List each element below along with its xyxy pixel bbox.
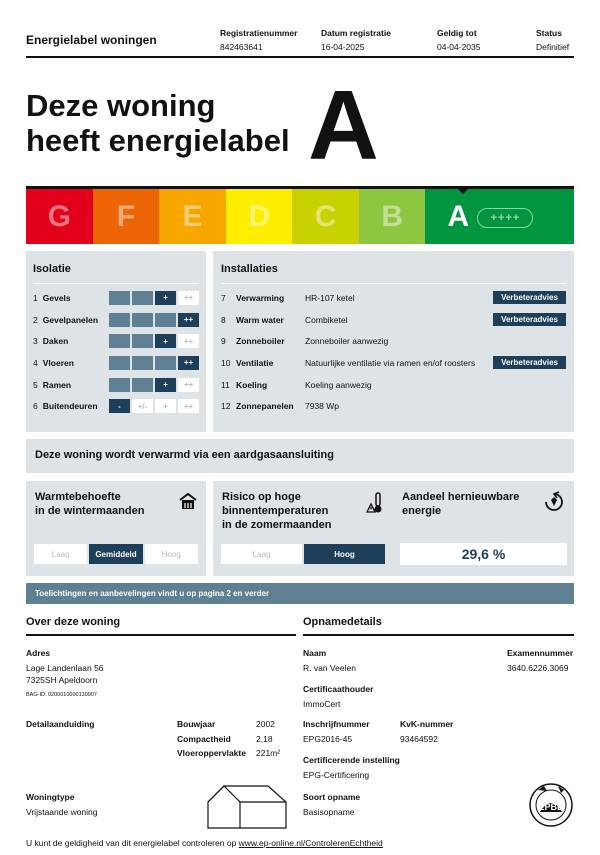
rating-cell: + <box>155 399 176 413</box>
hernieuwbaar-panel <box>393 481 574 576</box>
risico-title-1: Risico op hoge <box>222 491 301 503</box>
row-number: 2 <box>33 314 38 325</box>
hernieuwbaar-title-2: energie <box>402 505 442 517</box>
rating-cell <box>155 356 176 370</box>
meta-label: Registratienummer <box>220 28 298 38</box>
scale-class-letter: A <box>447 199 470 233</box>
rating-cell: ++ <box>178 399 199 413</box>
row-label: Zonneboiler <box>236 336 285 347</box>
installatie-row <box>221 395 566 417</box>
epbd-logo <box>528 782 574 828</box>
row-number: 1 <box>33 292 38 303</box>
document-title: Energielabel woningen <box>26 33 157 47</box>
meta-value: 16-04-2025 <box>321 42 365 52</box>
rating-bars <box>109 399 199 413</box>
risico-title-3: in de zomermaanden <box>222 519 332 531</box>
scale-class-a <box>425 189 574 244</box>
rating-bars <box>109 378 199 392</box>
rating-cell: ++ <box>178 378 199 392</box>
scale-class-f <box>93 189 160 244</box>
row-value: 7938 Wp <box>305 401 340 412</box>
certificaathouder-value: ImmoCert <box>303 699 341 709</box>
section-divider <box>26 634 296 636</box>
rating-cell <box>109 356 130 370</box>
scale-class-letter: D <box>248 199 270 233</box>
energy-scale <box>26 186 574 244</box>
naam-value: R. van Veelen <box>303 663 356 673</box>
meta-status <box>536 28 569 52</box>
svg-text:EPBD: EPBD <box>538 802 564 812</box>
isolatie-row <box>33 287 199 309</box>
row-number: 5 <box>33 379 38 390</box>
row-label: Koeling <box>236 379 268 390</box>
meta-label: Datum registratie <box>321 28 391 38</box>
installatie-row <box>221 330 566 352</box>
vloeroppervlakte-value: 221m² <box>256 748 281 758</box>
rating-cell: ++ <box>178 291 199 305</box>
row-label: Gevels <box>42 292 71 303</box>
rating-cell: ++ <box>178 313 199 327</box>
rating-cell <box>132 334 153 348</box>
isolatie-row <box>33 352 199 374</box>
row-number: 7 <box>221 292 226 303</box>
row-label: Daken <box>42 336 69 347</box>
isolatie-row <box>33 395 199 417</box>
bouwjaar-label: Bouwjaar <box>177 719 216 729</box>
risico-panel <box>213 481 393 576</box>
woningtype-value: Vrijstaande woning <box>26 807 98 817</box>
adres-line-1: Lage Landenlaan 56 <box>26 663 104 673</box>
meta-geldig <box>437 28 480 52</box>
footer-text <box>26 838 383 848</box>
rating-bars <box>109 291 199 305</box>
warmte-title-2: in de wintermaanden <box>35 505 145 517</box>
isolatie-title: Isolatie <box>33 263 71 275</box>
risico-option-laag: Laag <box>220 543 303 565</box>
installatie-row <box>221 309 566 331</box>
house-heat-icon <box>179 492 197 510</box>
row-label: Ramen <box>42 379 72 390</box>
over-section <box>26 616 296 636</box>
scale-class-letter: G <box>47 199 71 233</box>
row-value: Koeling aanwezig <box>305 379 372 390</box>
active-class-marker <box>455 189 471 194</box>
inschrijfnummer-label: Inschrijfnummer <box>303 719 370 729</box>
adres-label: Adres <box>26 648 51 658</box>
bag-id: BAG-ID: 0200010000130907 <box>26 692 97 698</box>
row-number: 12 <box>221 401 231 412</box>
scale-class-c <box>292 189 359 244</box>
rating-cell <box>109 291 130 305</box>
rating-cell <box>155 313 176 327</box>
rating-cell: + <box>155 334 176 348</box>
rating-cell <box>132 291 153 305</box>
thermometer-warning-icon <box>366 492 384 514</box>
headline-line-2: heeft energielabel <box>26 123 290 158</box>
certificaathouder-label: Certificaathouder <box>303 684 374 694</box>
row-number: 4 <box>33 357 38 368</box>
scale-class-g <box>26 189 93 244</box>
warmte-option-gemiddeld: Gemiddeld <box>88 543 143 565</box>
installatie-row <box>221 374 566 396</box>
over-title: Over deze woning <box>26 616 121 628</box>
row-number: 10 <box>221 357 231 368</box>
rating-cell: - <box>109 399 130 413</box>
row-number: 9 <box>221 336 226 347</box>
meta-label: Status <box>536 28 562 38</box>
bouwjaar-value: 2002 <box>256 719 275 729</box>
footer-prefix: U kunt de geldigheid van dit energielabel controleren op <box>26 838 239 848</box>
detached-house-icon <box>204 782 290 830</box>
rating-cell <box>132 313 153 327</box>
rating-cell: + <box>155 291 176 305</box>
row-value: Combiketel <box>305 314 348 325</box>
scale-class-letter: E <box>182 199 203 233</box>
examennummer-value: 3640.6226.3069 <box>507 663 569 673</box>
rating-bars <box>109 356 199 370</box>
validity-link[interactable]: www.ep-online.nl/ControlerenEchtheid <box>238 838 383 848</box>
isolatie-row <box>33 374 199 396</box>
verbeteradvies-button[interactable]: Verbeteradvies <box>493 313 566 326</box>
rating-cell: ++ <box>178 356 199 370</box>
kvk-label: KvK-nummer <box>400 719 454 729</box>
meta-registratienummer <box>220 28 297 52</box>
meta-value: Definitief <box>536 42 570 52</box>
installatie-row <box>221 287 566 309</box>
inschrijfnummer-value: EPG2016-45 <box>303 734 353 744</box>
scale-class-letter: B <box>381 199 404 233</box>
row-number: 3 <box>33 336 38 347</box>
hernieuwbaar-title-1: Aandeel hernieuwbare <box>402 491 520 503</box>
renewable-cycle-icon <box>543 491 565 513</box>
warmte-option-hoog: Hoog <box>144 543 199 565</box>
examennummer-label: Examennummer <box>507 648 574 658</box>
row-label: Vloeren <box>42 357 74 368</box>
naam-label: Naam <box>303 648 327 658</box>
meta-value: 04-04-2035 <box>437 42 481 52</box>
rating-cell: + <box>155 378 176 392</box>
divider <box>33 283 199 284</box>
headline-line-1: Deze woning <box>26 88 216 123</box>
installaties-panel <box>213 251 574 432</box>
risico-scale <box>220 543 386 565</box>
scale-class-e <box>159 189 226 244</box>
verbeteradvies-button[interactable]: Verbeteradvies <box>493 291 566 304</box>
installaties-title: Installaties <box>221 263 278 275</box>
compactheid-value: 2,18 <box>256 734 273 744</box>
isolatie-row <box>33 330 199 352</box>
installatie-row <box>221 352 566 374</box>
row-number: 8 <box>221 314 226 325</box>
row-label: Zonnepanelen <box>236 401 294 412</box>
rating-cell: ++ <box>178 334 199 348</box>
isolatie-panel <box>26 251 206 432</box>
hernieuwbaar-value: 29,6 % <box>400 543 567 565</box>
row-label: Gevelpanelen <box>42 314 99 325</box>
rating-cell <box>132 378 153 392</box>
verbeteradvies-button[interactable]: Verbeteradvies <box>493 356 566 369</box>
isolatie-list <box>26 287 206 417</box>
row-label: Verwarming <box>236 292 285 303</box>
plus-indicator: ++++ <box>477 208 533 228</box>
rating-bars <box>109 313 199 327</box>
risico-title-2: binnentemperaturen <box>222 505 329 517</box>
row-number: 11 <box>221 379 230 390</box>
warmtebehoefte-panel <box>26 481 206 576</box>
warmte-option-laag: Laag <box>33 543 88 565</box>
risico-option-hoog: Hoog <box>303 543 386 565</box>
divider <box>221 283 566 284</box>
warmte-title-1: Warmtebehoefte <box>35 491 121 503</box>
kvk-value: 93464592 <box>400 734 438 744</box>
instelling-label: Certificerende instelling <box>303 755 400 765</box>
heating-notice: Deze woning wordt verwarmd via een aardgasaansluiting <box>26 439 574 473</box>
info-banner: Toelichtingen en aanbevelingen vindt u op pagina 2 en verder <box>26 583 574 604</box>
meta-value: 842463641 <box>220 42 263 52</box>
row-label: Buitendeuren <box>42 401 98 412</box>
installaties-list <box>213 287 574 417</box>
rating-cell <box>109 378 130 392</box>
row-value: Zonneboiler aanwezig <box>305 336 389 347</box>
section-divider <box>303 634 574 636</box>
meta-datum <box>321 28 391 52</box>
row-label: Ventilatie <box>236 357 274 368</box>
rating-cell: +/- <box>132 399 153 413</box>
scale-class-b <box>359 189 426 244</box>
meta-label: Geldig tot <box>437 28 477 38</box>
rating-cell <box>109 334 130 348</box>
header-divider <box>26 56 574 58</box>
vloeroppervlakte-label: Vloeroppervlakte <box>177 748 246 758</box>
woningtype-label: Woningtype <box>26 792 75 802</box>
detail-label: Detailaanduiding <box>26 719 95 729</box>
opname-title: Opnamedetails <box>303 616 382 628</box>
row-value: HR-107 ketel <box>305 292 355 303</box>
scale-class-letter: C <box>314 199 337 233</box>
soort-opname-value: Basisopname <box>303 807 355 817</box>
scale-class-letter: F <box>116 199 136 233</box>
scale-class-d <box>226 189 293 244</box>
adres-line-2: 7325SH Apeldoorn <box>26 675 98 685</box>
headline <box>26 88 290 158</box>
instelling-value: EPG-Certificering <box>303 770 370 780</box>
rating-cell <box>109 313 130 327</box>
rating-bars <box>109 334 199 348</box>
compactheid-label: Compactheid <box>177 734 231 744</box>
opname-section <box>303 616 574 636</box>
energy-label-letter: A <box>308 70 379 180</box>
warmte-scale <box>33 543 199 565</box>
isolatie-row <box>33 309 199 331</box>
row-value: Natuurlijke ventilatie via ramen en/of roosters <box>305 357 476 368</box>
row-label: Warm water <box>236 314 284 325</box>
row-number: 6 <box>33 401 38 412</box>
rating-cell <box>132 356 153 370</box>
soort-opname-label: Soort opname <box>303 792 361 802</box>
